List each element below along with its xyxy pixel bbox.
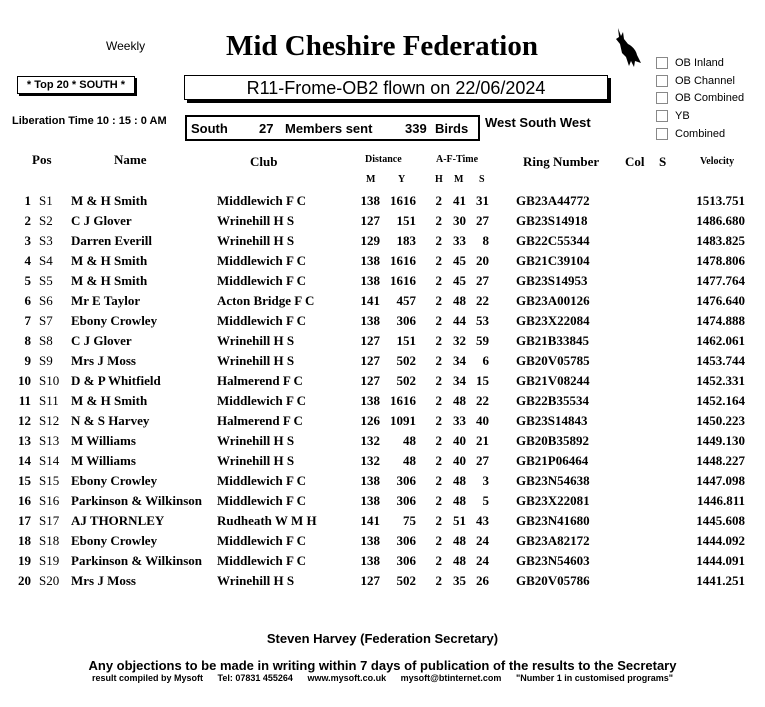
time-seconds: 24	[476, 553, 489, 568]
time-minutes: 48	[453, 493, 466, 508]
distance-miles: 127	[360, 373, 380, 388]
checkbox-box[interactable]	[656, 57, 668, 69]
time-minutes: 32	[453, 333, 466, 348]
position-number: 1	[24, 193, 31, 208]
header-minutes: M	[454, 174, 464, 185]
header-seconds: S	[479, 174, 485, 185]
position-number: 6	[24, 293, 31, 308]
position-number: 12	[18, 413, 31, 428]
ring-number: GB21P06464	[516, 453, 589, 468]
distance-yards: 75	[403, 513, 416, 528]
distance-miles: 127	[360, 353, 380, 368]
velocity: 1450.223	[696, 413, 745, 428]
header-pos: Pos	[32, 152, 52, 167]
distance-miles: 127	[360, 333, 380, 348]
section-position: S17	[39, 513, 60, 528]
club-name: Middlewich F C	[217, 253, 307, 268]
header-distance: Distance	[365, 154, 402, 165]
club-name: Halmerend F C	[217, 413, 303, 428]
table-row	[0, 531, 765, 551]
distance-miles: 129	[360, 233, 380, 248]
table-row	[0, 291, 765, 311]
distance-yards: 306	[396, 313, 416, 328]
ring-number: GB23A44772	[516, 193, 590, 208]
checkbox-ob-combined[interactable]	[656, 90, 744, 106]
ring-number: GB22B35534	[516, 393, 589, 408]
time-hours: 2	[435, 393, 442, 408]
race-type-checkboxes	[656, 55, 744, 143]
position-number: 7	[24, 313, 31, 328]
distance-miles: 138	[360, 533, 380, 548]
club-name: Wrinehill H S	[217, 453, 295, 468]
table-row	[0, 191, 765, 211]
time-hours: 2	[435, 413, 442, 428]
header-club: Club	[250, 154, 278, 169]
club-name: Wrinehill H S	[217, 213, 295, 228]
velocity: 1444.092	[696, 533, 745, 548]
time-minutes: 48	[453, 293, 466, 308]
time-hours: 2	[435, 433, 442, 448]
time-hours: 2	[435, 373, 442, 388]
time-minutes: 41	[453, 193, 466, 208]
time-hours: 2	[435, 533, 442, 548]
club-name: Wrinehill H S	[217, 333, 295, 348]
fancier-name: D & P Whitfield	[71, 373, 161, 388]
section-position: S1	[39, 193, 53, 208]
table-row	[0, 571, 765, 591]
velocity: 1444.091	[696, 553, 745, 568]
position-number: 8	[24, 333, 31, 348]
compiled-by-line	[0, 673, 765, 683]
velocity: 1478.806	[696, 253, 745, 268]
position-number: 10	[18, 373, 31, 388]
distance-miles: 138	[360, 273, 380, 288]
checkbox-box[interactable]	[656, 128, 668, 140]
distance-yards: 306	[396, 493, 416, 508]
time-minutes: 30	[453, 213, 466, 228]
time-seconds: 22	[476, 293, 489, 308]
time-hours: 2	[435, 573, 442, 588]
time-hours: 2	[435, 453, 442, 468]
top20-badge: * Top 20 * SOUTH *	[17, 76, 135, 94]
section-position: S8	[39, 333, 53, 348]
position-number: 2	[24, 213, 31, 228]
fancier-name: Ebony Crowley	[71, 313, 158, 328]
time-hours: 2	[435, 513, 442, 528]
fancier-name: M & H Smith	[71, 393, 148, 408]
table-row	[0, 551, 765, 571]
slogan: "Number 1 in customised programs"	[515, 673, 674, 683]
time-minutes: 48	[453, 553, 466, 568]
fancier-name: AJ THORNLEY	[71, 513, 165, 528]
distance-miles: 138	[360, 393, 380, 408]
distance-miles: 141	[360, 293, 380, 308]
time-seconds: 43	[476, 513, 489, 528]
ring-number: GB23N54603	[516, 553, 590, 568]
club-name: Middlewich F C	[217, 273, 307, 288]
checkbox-label: OB Combined	[675, 92, 745, 105]
club-name: Wrinehill H S	[217, 353, 295, 368]
time-hours: 2	[435, 473, 442, 488]
section-position: S2	[39, 213, 53, 228]
distance-yards: 502	[396, 353, 416, 368]
section-position: S16	[39, 493, 60, 508]
time-minutes: 33	[453, 413, 466, 428]
liberation-time: Liberation Time 10 : 15 : 0 AM	[12, 115, 167, 127]
table-row	[0, 451, 765, 471]
section-position: S9	[39, 353, 53, 368]
position-number: 4	[24, 253, 31, 268]
ring-number: GB20B35892	[516, 433, 589, 448]
distance-yards: 48	[403, 433, 416, 448]
section-position: S14	[39, 453, 60, 468]
ring-number: GB23S14918	[516, 213, 588, 228]
velocity: 1476.640	[696, 293, 745, 308]
wind-direction: West South West	[485, 115, 591, 130]
checkbox-ob-channel[interactable]	[656, 73, 744, 89]
distance-miles: 138	[360, 473, 380, 488]
birds-label: Birds	[435, 121, 469, 136]
secretary-signature: Steven Harvey (Federation Secretary)	[266, 631, 499, 646]
distance-miles: 127	[360, 573, 380, 588]
header-s: S	[659, 154, 667, 169]
ring-number: GB23N54638	[516, 473, 590, 488]
section-position: S10	[39, 373, 60, 388]
time-minutes: 34	[453, 373, 466, 388]
section-position: S7	[39, 313, 53, 328]
velocity: 1441.251	[696, 573, 745, 588]
fancier-name: M & H Smith	[71, 273, 148, 288]
fancier-name: Ebony Crowley	[71, 533, 158, 548]
club-name: Rudheath W M H	[217, 513, 317, 528]
velocity: 1452.164	[696, 393, 745, 408]
position-number: 3	[24, 233, 31, 248]
time-seconds: 27	[476, 273, 489, 288]
club-name: Middlewich F C	[217, 493, 307, 508]
position-number: 19	[18, 553, 31, 568]
checkbox-ob-inland[interactable]	[656, 55, 744, 71]
ring-number: GB23N41680	[516, 513, 590, 528]
time-hours: 2	[435, 353, 442, 368]
section-position: S3	[39, 233, 53, 248]
time-hours: 2	[435, 213, 442, 228]
distance-miles: 126	[360, 413, 380, 428]
time-minutes: 45	[453, 253, 466, 268]
section-position: S13	[39, 433, 60, 448]
table-row	[0, 431, 765, 451]
race-title: R11-Frome-OB2 flown on 22/06/2024	[184, 75, 608, 100]
fancier-name: Mrs J Moss	[71, 353, 136, 368]
position-number: 18	[18, 533, 31, 548]
table-row	[0, 391, 765, 411]
distance-yards: 1616	[390, 193, 416, 208]
distance-miles: 132	[360, 433, 380, 448]
time-minutes: 33	[453, 233, 466, 248]
table-row	[0, 311, 765, 331]
position-number: 16	[18, 493, 31, 508]
time-seconds: 31	[476, 193, 489, 208]
checkbox-combined[interactable]	[656, 126, 744, 142]
section-name: South	[191, 121, 228, 136]
ring-number: GB23A82172	[516, 533, 590, 548]
table-row	[0, 271, 765, 291]
position-number: 14	[18, 453, 31, 468]
ring-number: GB23S14843	[516, 413, 588, 428]
velocity: 1448.227	[696, 453, 745, 468]
time-seconds: 53	[476, 313, 489, 328]
velocity: 1449.130	[696, 433, 745, 448]
header-velocity: Velocity	[700, 156, 735, 167]
club-name: Wrinehill H S	[217, 233, 295, 248]
velocity: 1452.331	[696, 373, 745, 388]
velocity: 1483.825	[696, 233, 745, 248]
distance-yards: 502	[396, 373, 416, 388]
time-seconds: 20	[476, 253, 489, 268]
position-number: 15	[18, 473, 31, 488]
distance-yards: 183	[396, 233, 416, 248]
checkbox-label: YB	[675, 110, 690, 123]
velocity: 1513.751	[696, 193, 745, 208]
time-hours: 2	[435, 333, 442, 348]
telephone: Tel: 07831 455264	[217, 673, 293, 683]
distance-yards: 1616	[390, 393, 416, 408]
time-seconds: 21	[476, 433, 489, 448]
fancier-name: C J Glover	[71, 333, 132, 348]
table-row	[0, 351, 765, 371]
time-minutes: 48	[453, 533, 466, 548]
distance-miles: 127	[360, 213, 380, 228]
email-link[interactable]: mysoft@btinternet.com	[400, 673, 502, 683]
time-minutes: 35	[453, 573, 466, 588]
header-hours: H	[435, 174, 443, 185]
ring-number: GB23S14953	[516, 273, 588, 288]
distance-yards: 48	[403, 453, 416, 468]
ring-number: GB21B33845	[516, 333, 589, 348]
header-miles: M	[366, 174, 376, 185]
ring-number: GB21V08244	[516, 373, 590, 388]
section-position: S5	[39, 273, 53, 288]
time-hours: 2	[435, 553, 442, 568]
website-link[interactable]: www.mysoft.co.uk	[307, 673, 387, 683]
velocity: 1446.811	[696, 493, 745, 508]
checkbox-box[interactable]	[656, 110, 668, 122]
objections-notice: Any objections to be made in writing within 7 days of publication of the results to the Secretary	[88, 658, 677, 673]
distance-miles: 138	[360, 193, 380, 208]
checkbox-yb[interactable]	[656, 108, 744, 124]
header-col: Col	[625, 154, 645, 169]
fancier-name: Darren Everill	[71, 233, 152, 248]
time-minutes: 44	[453, 313, 466, 328]
club-name: Acton Bridge F C	[217, 293, 315, 308]
time-minutes: 40	[453, 453, 466, 468]
fancier-name: Parkinson & Wilkinson	[71, 493, 203, 508]
section-position: S12	[39, 413, 60, 428]
time-minutes: 48	[453, 393, 466, 408]
checkbox-label: OB Inland	[675, 57, 724, 69]
velocity: 1447.098	[696, 473, 745, 488]
velocity: 1477.764	[696, 273, 745, 288]
club-name: Middlewich F C	[217, 533, 307, 548]
table-row	[0, 511, 765, 531]
distance-yards: 306	[396, 473, 416, 488]
time-minutes: 48	[453, 473, 466, 488]
header-aftime: A-F-Time	[436, 154, 479, 165]
header-yards: Y	[398, 174, 406, 185]
time-hours: 2	[435, 273, 442, 288]
time-seconds: 3	[482, 473, 489, 488]
birds-count: 339	[405, 121, 427, 136]
table-row	[0, 411, 765, 431]
velocity: 1486.680	[696, 213, 745, 228]
table-row	[0, 491, 765, 511]
distance-miles: 138	[360, 253, 380, 268]
section-position: S15	[39, 473, 60, 488]
time-seconds: 40	[476, 413, 489, 428]
distance-yards: 1616	[390, 273, 416, 288]
club-name: Middlewich F C	[217, 393, 307, 408]
time-hours: 2	[435, 233, 442, 248]
section-position: S18	[39, 533, 60, 548]
checkbox-box[interactable]	[656, 92, 668, 104]
distance-miles: 138	[360, 313, 380, 328]
distance-yards: 457	[396, 293, 416, 308]
section-position: S6	[39, 293, 53, 308]
checkbox-label: Combined	[675, 127, 726, 140]
time-hours: 2	[435, 493, 442, 508]
ring-number: GB20V05785	[516, 353, 590, 368]
page-title: Mid Cheshire Federation	[226, 30, 538, 62]
position-number: 9	[24, 353, 31, 368]
ring-number: GB23X22084	[516, 313, 590, 328]
club-name: Wrinehill H S	[217, 573, 295, 588]
header-ring-number: Ring Number	[523, 154, 600, 169]
table-row	[0, 211, 765, 231]
time-seconds: 26	[476, 573, 489, 588]
fancier-name: C J Glover	[71, 213, 132, 228]
fancier-name: Ebony Crowley	[71, 473, 158, 488]
table-row	[0, 371, 765, 391]
club-name: Middlewich F C	[217, 313, 307, 328]
fancier-name: N & S Harvey	[71, 413, 150, 428]
time-seconds: 27	[476, 213, 489, 228]
table-row	[0, 331, 765, 351]
ring-number: GB22C55344	[516, 233, 590, 248]
distance-yards: 1616	[390, 253, 416, 268]
pigeon-logo-icon	[612, 26, 644, 70]
time-hours: 2	[435, 253, 442, 268]
distance-yards: 306	[396, 553, 416, 568]
fancier-name: Mrs J Moss	[71, 573, 136, 588]
distance-miles: 138	[360, 493, 380, 508]
position-number: 5	[24, 273, 31, 288]
distance-yards: 1091	[390, 413, 416, 428]
distance-miles: 138	[360, 553, 380, 568]
header-name: Name	[114, 152, 147, 167]
position-number: 20	[18, 573, 31, 588]
distance-yards: 502	[396, 573, 416, 588]
time-hours: 2	[435, 193, 442, 208]
ring-number: GB20V05786	[516, 573, 590, 588]
time-minutes: 51	[453, 513, 466, 528]
distance-yards: 151	[396, 333, 416, 348]
time-seconds: 6	[482, 353, 489, 368]
time-seconds: 22	[476, 393, 489, 408]
table-row	[0, 251, 765, 271]
time-hours: 2	[435, 313, 442, 328]
fancier-name: Parkinson & Wilkinson	[71, 553, 203, 568]
distance-yards: 306	[396, 533, 416, 548]
position-number: 13	[18, 433, 31, 448]
time-hours: 2	[435, 293, 442, 308]
time-minutes: 34	[453, 353, 466, 368]
fancier-name: M & H Smith	[71, 253, 148, 268]
checkbox-box[interactable]	[656, 75, 668, 87]
table-row	[0, 471, 765, 491]
checkbox-label: OB Channel	[675, 74, 735, 87]
time-minutes: 45	[453, 273, 466, 288]
section-position: S11	[39, 393, 59, 408]
club-name: Middlewich F C	[217, 473, 307, 488]
distance-miles: 132	[360, 453, 380, 468]
velocity: 1445.608	[696, 513, 745, 528]
time-seconds: 15	[476, 373, 489, 388]
time-minutes: 40	[453, 433, 466, 448]
fancier-name: Mr E Taylor	[71, 293, 141, 308]
distance-miles: 141	[360, 513, 380, 528]
members-sent-label: Members sent	[285, 121, 373, 136]
members-summary	[185, 115, 480, 141]
ring-number: GB21C39104	[516, 253, 590, 268]
club-name: Middlewich F C	[217, 553, 307, 568]
club-name: Halmerend F C	[217, 373, 303, 388]
velocity: 1474.888	[696, 313, 745, 328]
position-number: 11	[18, 393, 31, 408]
velocity: 1462.061	[696, 333, 745, 348]
time-seconds: 24	[476, 533, 489, 548]
fancier-name: M & H Smith	[71, 193, 148, 208]
table-row	[0, 231, 765, 251]
fancier-name: M Williams	[71, 453, 136, 468]
ring-number: GB23A00126	[516, 293, 590, 308]
section-position: S19	[39, 553, 60, 568]
time-seconds: 5	[482, 493, 489, 508]
fancier-name: M Williams	[71, 433, 136, 448]
club-name: Wrinehill H S	[217, 433, 295, 448]
velocity: 1453.744	[696, 353, 745, 368]
time-seconds: 59	[476, 333, 489, 348]
position-number: 17	[18, 513, 31, 528]
compiled-by: result compiled by Mysoft	[91, 673, 203, 683]
members-count: 27	[259, 121, 274, 136]
weekly-label: Weekly	[106, 39, 146, 53]
ring-number: GB23X22081	[516, 493, 590, 508]
time-seconds: 27	[476, 453, 489, 468]
time-seconds: 8	[482, 233, 489, 248]
section-position: S4	[39, 253, 53, 268]
distance-yards: 151	[396, 213, 416, 228]
section-position: S20	[39, 573, 60, 588]
club-name: Middlewich F C	[217, 193, 307, 208]
